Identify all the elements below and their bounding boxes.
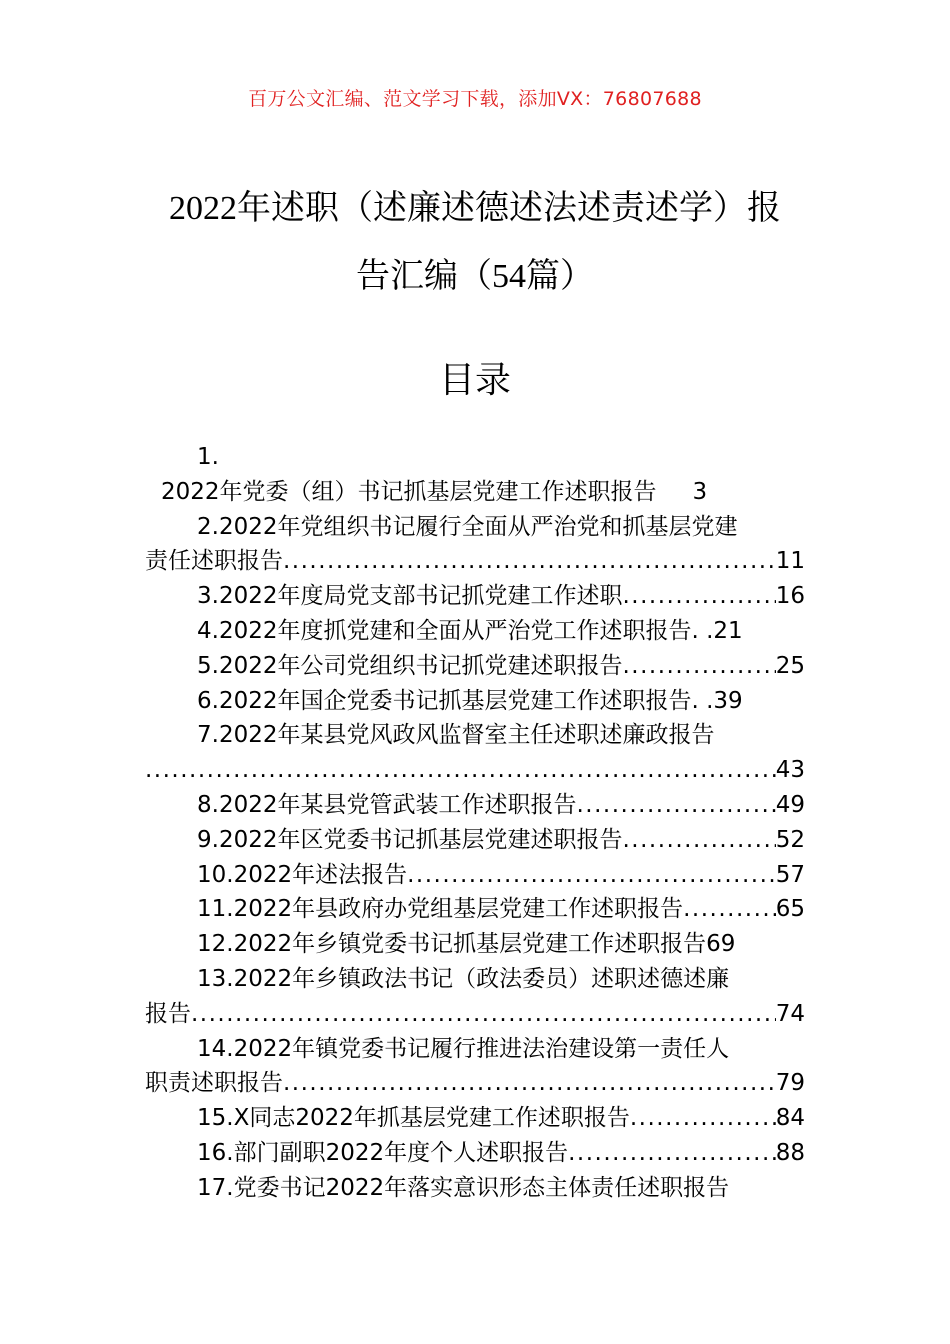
table-of-contents	[145, 440, 805, 1206]
leader-dots	[283, 544, 776, 579]
toc-entry-2[interactable]: 2.2022年党组织书记履行全面从严治党和抓基层党建	[197, 513, 738, 540]
leader-dots	[283, 1066, 776, 1101]
page-number: 69	[706, 931, 736, 958]
toc-entry-1-number[interactable]: 1.	[197, 444, 219, 470]
page-number: 21	[713, 617, 743, 644]
leader-dots	[191, 997, 776, 1032]
page-number: 16	[775, 583, 805, 610]
toc-entry-14-cont[interactable]: 职责述职报告 ..... 79	[145, 1066, 805, 1101]
leader-dots	[568, 1136, 776, 1171]
toc-entry-17[interactable]: 17.党委书记2022年落实意识形态主体责任述职报告	[197, 1174, 730, 1201]
toc-entry-5[interactable]: 5.2022年公司党组织书记抓党建述职报告 ..... 25	[145, 649, 805, 684]
document-title-line1: 2022年述职（述廉述德述法述责述学）报	[169, 190, 781, 227]
page-number: 39	[713, 687, 743, 714]
leader-dots	[622, 579, 775, 614]
page-number: 52	[775, 826, 805, 853]
leader-dots	[407, 858, 776, 893]
page-number: 74	[775, 1000, 805, 1027]
toc-entry-7[interactable]: 7.2022年某县党风政风监督室主任述职述廉政报告	[197, 722, 715, 749]
toc-entry-14[interactable]: 14.2022年镇党委书记履行推进法治建设第一责任人	[197, 1035, 730, 1062]
toc-entry-11[interactable]: 11.2022年县政府办党组基层党建工作述职报告 ..... 65	[145, 892, 805, 927]
toc-entry-7-cont[interactable]	[145, 753, 805, 788]
toc-entry-2-cont[interactable]: 责任述职报告 ..... 11	[145, 544, 805, 579]
page-number: 43	[775, 757, 805, 784]
leader-dots	[145, 753, 776, 788]
toc-entry-12[interactable]: 12.2022年乡镇党委书记抓基层党建工作述职报告 69	[145, 927, 805, 962]
page-number: 88	[775, 1139, 805, 1166]
leader-dots	[683, 892, 776, 927]
toc-entry-10[interactable]: 10.2022年述法报告 ..... 57	[145, 858, 805, 893]
toc-entry-6[interactable]: 6.2022年国企党委书记抓基层党建工作述职报告. . 39	[145, 684, 805, 719]
document-title-line2: 告汇编（54篇）	[356, 258, 594, 295]
page-number: 84	[775, 1105, 805, 1132]
page-number: 3	[692, 478, 708, 505]
page-number: 57	[775, 861, 805, 888]
page-number: 49	[775, 791, 805, 818]
page-number: 25	[775, 652, 805, 679]
leader-dots	[576, 788, 775, 823]
page-number: 79	[775, 1070, 805, 1097]
toc-entry-3[interactable]: 3.2022年度局党支部书记抓党建工作述职 ..... 16	[145, 579, 805, 614]
toc-entry-13-cont[interactable]: 报告 ..... 74	[145, 997, 805, 1032]
toc-entry-8[interactable]: 8.2022年某县党管武装工作述职报告 ..... 49	[145, 788, 805, 823]
toc-entry-9[interactable]: 9.2022年区党委书记抓基层党建述职报告 ..... 52	[145, 823, 805, 858]
toc-entry-16[interactable]: 16.部门副职2022年度个人述职报告 ..... 88	[145, 1136, 805, 1171]
page-number: 11	[775, 548, 805, 575]
leader-dots	[630, 1101, 776, 1136]
leader-dots	[622, 649, 775, 684]
toc-entry-15[interactable]: 15.X同志2022年抓基层党建工作述职报告 ..... 84	[145, 1101, 805, 1136]
watermark-header-note: 百万公文汇编、范文学习下载，添加VX：76807688	[248, 88, 702, 110]
toc-entry-1[interactable]: 2022年党委（组）书记抓基层党建工作述职报告 3	[145, 475, 805, 510]
page-number: 65	[775, 896, 805, 923]
toc-heading: 目录	[438, 360, 511, 401]
toc-entry-13[interactable]: 13.2022年乡镇政法书记（政法委员）述职述德述廉	[197, 965, 730, 992]
leader-dots	[622, 823, 775, 858]
toc-entry-4[interactable]: 4.2022年度抓党建和全面从严治党工作述职报告. . 21	[145, 614, 805, 649]
